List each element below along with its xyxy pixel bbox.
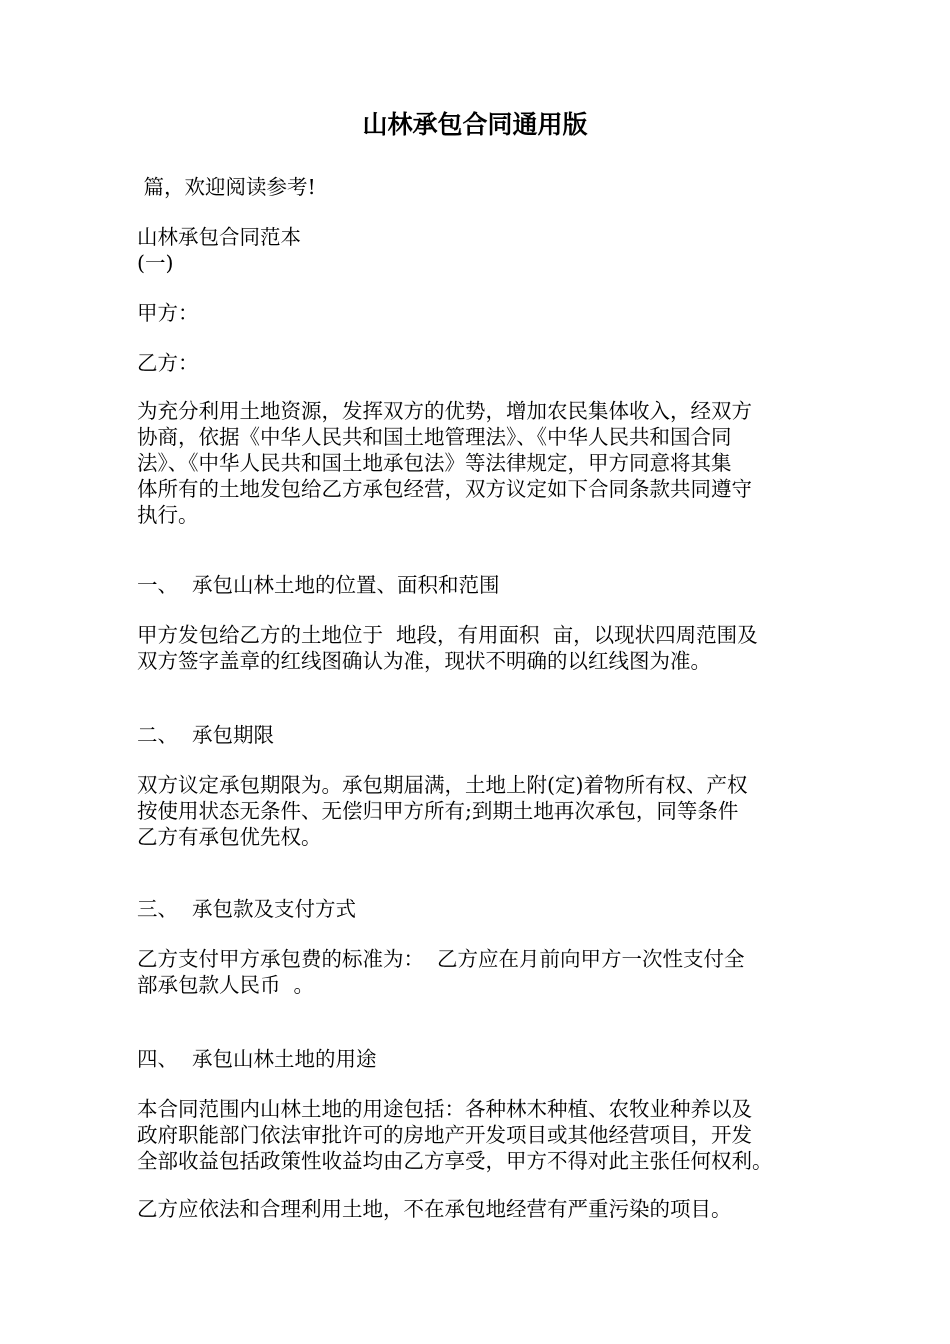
section-title: 承包期限 xyxy=(192,723,274,747)
paragraph-line: 政府职能部门依法审批许可的房地产开发项目或其他经营项目，开发 xyxy=(137,1123,752,1147)
contract-subtitle-index: (一) xyxy=(137,251,174,275)
section-heading-1 xyxy=(137,572,827,598)
section-3-paragraph xyxy=(137,946,827,998)
section-2-paragraph xyxy=(137,772,827,850)
section-heading-2 xyxy=(137,722,827,748)
section-title: 承包山林土地的位置、面积和范围 xyxy=(192,573,500,597)
paragraph-line: 全部收益包括政策性收益均由乙方享受，甲方不得对此主张任何权利。 xyxy=(137,1149,773,1173)
intro-line: 篇，欢迎阅读参考! xyxy=(137,175,316,199)
paragraph-line: 乙方支付甲方承包费的标准为： 乙方应在月前向甲方一次性支付全 xyxy=(137,947,745,971)
preamble-line: 法》、《中华人民共和国土地承包法》等法律规定，甲方同意将其集 xyxy=(137,451,732,475)
paragraph-line: 乙方有承包优先权。 xyxy=(137,825,322,849)
section-number: 二、 xyxy=(137,723,178,747)
paragraph-line: 双方签字盖章的红线图确认为准，现状不明确的以红线图为准。 xyxy=(137,649,711,673)
section-1-paragraph xyxy=(137,622,827,674)
section-title: 承包山林土地的用途 xyxy=(192,1047,377,1071)
paragraph-line: 部承包款人民币 。 xyxy=(137,973,315,997)
section-number: 三、 xyxy=(137,897,178,921)
paragraph-line: 双方议定承包期限为。承包期届满，土地上附(定)着物所有权、产权 xyxy=(137,773,748,797)
party-b-text: 乙方： xyxy=(137,351,199,375)
party-b-label xyxy=(137,350,827,376)
section-4-paragraph-1 xyxy=(137,1096,827,1174)
section-title: 承包款及支付方式 xyxy=(192,897,356,921)
subtitle-block xyxy=(137,224,827,276)
preamble-paragraph xyxy=(137,398,827,528)
section-heading-4 xyxy=(137,1046,827,1072)
preamble-line: 协商，依据《中华人民共和国土地管理法》、《中华人民共和国合同 xyxy=(137,425,732,449)
paragraph-line: 乙方应依法和合理利用土地，不在承包地经营有严重污染的项目。 xyxy=(137,1197,732,1221)
section-number: 四、 xyxy=(137,1047,178,1071)
preamble-line: 体所有的土地发包给乙方承包经营，双方议定如下合同条款共同遵守 xyxy=(137,477,752,501)
section-4-paragraph-2 xyxy=(137,1196,827,1222)
paragraph-line: 本合同范围内山林土地的用途包括：各种林木种植、农牧业种养以及 xyxy=(137,1097,752,1121)
section-heading-3 xyxy=(137,896,827,922)
document-title: 山林承包合同通用版 xyxy=(362,110,588,139)
paragraph-line: 甲方发包给乙方的土地位于 地段，有用面积 亩，以现状四周范围及 xyxy=(137,623,758,647)
party-a-label xyxy=(137,300,827,326)
contract-subtitle: 山林承包合同范本 xyxy=(137,225,301,249)
section-number: 一、 xyxy=(137,573,178,597)
paragraph-line: 按使用状态无条件、无偿归甲方所有;到期土地再次承包，同等条件 xyxy=(137,799,739,823)
preamble-line: 为充分利用土地资源，发挥双方的优势，增加农民集体收入，经双方 xyxy=(137,399,752,423)
intro-text xyxy=(137,174,827,200)
preamble-line: 执行。 xyxy=(137,503,199,527)
party-a-text: 甲方： xyxy=(137,301,199,325)
